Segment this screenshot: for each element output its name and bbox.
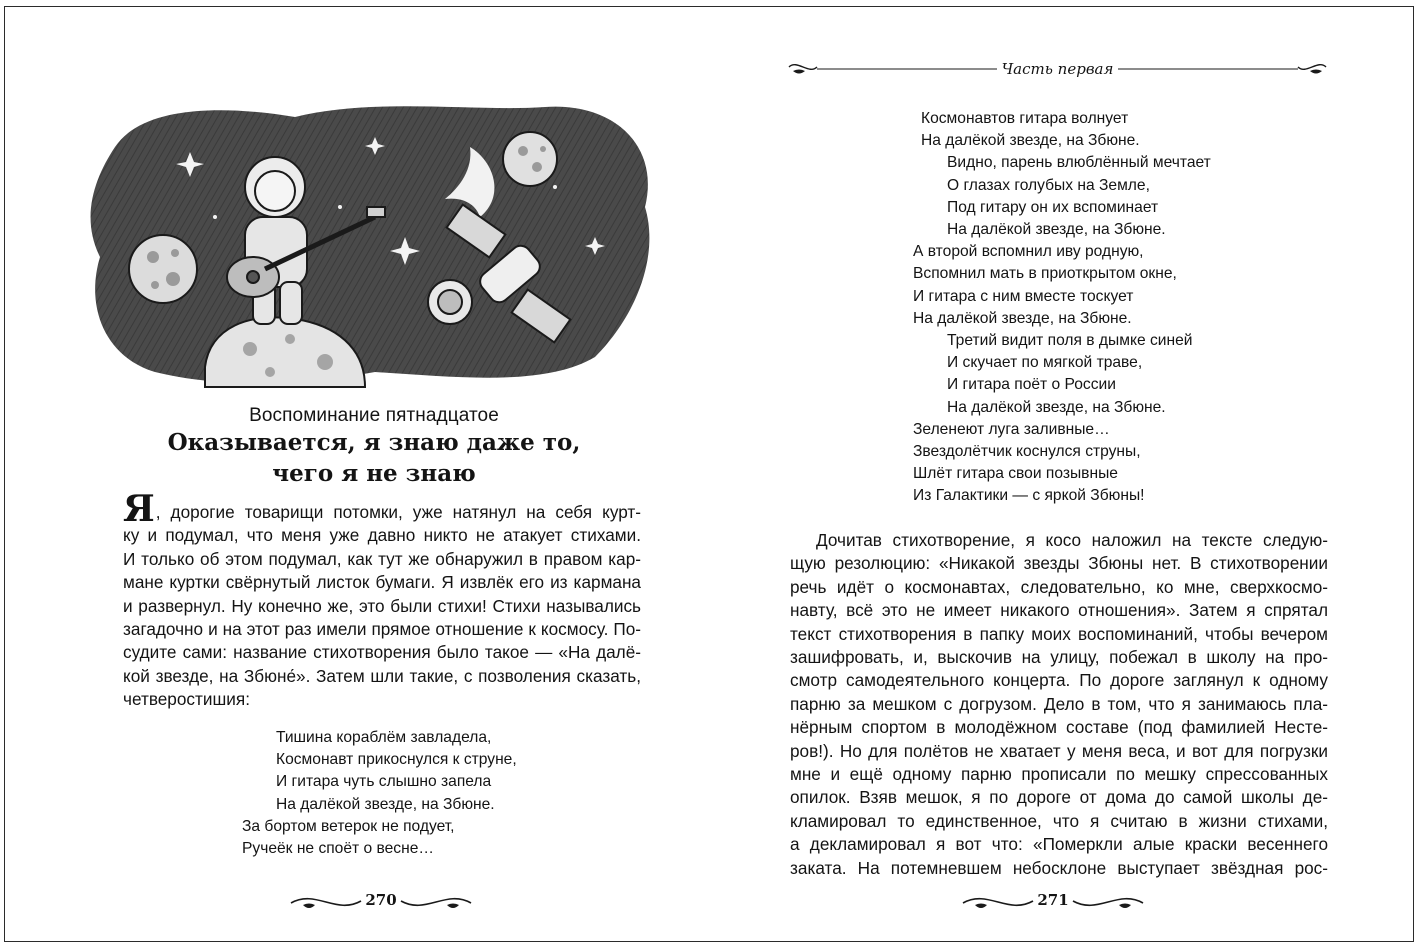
left-page: [5, 7, 710, 941]
text-line: щую резолюцию: «Никакой звезды Збюны нет. В стихотворении: [790, 553, 1328, 574]
poem-line: Шлёт гитара свои позывные: [913, 465, 1118, 483]
poem-line: Третий видит поля в дымке синей: [947, 332, 1193, 350]
running-head-title: Часть первая: [1001, 60, 1114, 78]
page-number-ornament: [281, 885, 481, 917]
text-line: загадочно и на этот раз имели прямое отношение к космосу. По-: [123, 619, 641, 640]
cratered-planet-icon: [503, 132, 557, 186]
poem-line: Тишина кораблём завладела,: [276, 729, 492, 746]
poem-line: А второй вспомнил иву родную,: [913, 243, 1144, 261]
poem-line: И гитара поёт о России: [947, 376, 1116, 394]
text-line: Дочитав стихотворение, я косо наложил на тексте следую-: [816, 530, 1328, 550]
poem-line: Вспомнил мать в приоткрытом окне,: [913, 265, 1177, 283]
poem-line: Звездолётчик коснулся струны,: [913, 443, 1141, 461]
chapter-kicker: Воспоминание пятнадцатое: [249, 405, 499, 426]
text-line: и развернул. Ну конечно же, это были стихи! Стихи назывались: [123, 595, 641, 616]
text-line: И только об этом подумал, как тут же обнаружил в правом кар-: [123, 548, 641, 569]
text-line: судите сами: название стихотворения было такое — «На далё-: [123, 642, 641, 663]
text-line: парню за мешком с догрузом. Дело в том, что я занимаюсь пла-: [790, 693, 1328, 714]
poem-line: На далёкой звезде, на Збюне.: [947, 221, 1166, 239]
poem-line: За бортом ветерок не подует,: [242, 817, 455, 835]
text-line: мане куртки свёрнутый листок бумаги. Я извлёк его из кармана: [123, 572, 641, 593]
book-spread: [4, 6, 1414, 942]
text-line: Я, дорогие товарищи потомки, уже натянул на себя курт-: [123, 488, 641, 530]
page-number-ornament: [953, 885, 1153, 917]
poem-line: На далёкой звезде, на Збюне.: [913, 309, 1132, 327]
text-line: речь идёт о космонавтах, следовательно, ко мне, сверхкосмо-: [790, 576, 1328, 597]
poem-line: На далёкой звезде, на Збюне.: [276, 795, 495, 813]
left-poem: [242, 727, 517, 860]
text-line: навту, всё это не имеет никакого отношения». Затем я спрятал: [790, 600, 1328, 621]
right-poem: [913, 108, 1211, 508]
text-line: а декламировал я вот что: «Померкли алые краски весеннего: [790, 834, 1328, 855]
poem-line: И гитара с ним вместе тоскует: [913, 287, 1134, 305]
text-line: заката. На потемневшем небосклоне выступает звёздная рос-: [790, 857, 1328, 878]
text-line: опилок. Взяв мешок, я по дороге от дома до самой школы де-: [790, 787, 1328, 808]
running-head: [785, 57, 1330, 81]
poem-line: Космонавт прикоснулся к струне,: [276, 751, 517, 769]
left-body-text: [123, 488, 641, 712]
chapter-title-line: чего я не знаю: [272, 460, 476, 487]
text-line: текст стихотворения в папку моих воспоминаний, чтобы вечером: [790, 623, 1328, 644]
poem-line: Из Галактики — с яркой Збюны!: [913, 487, 1145, 505]
poem-line: Под гитару он их вспоминает: [947, 198, 1159, 216]
text-line: ров!). Но для полётов не хватает у меня веса, и вот для погрузки: [790, 740, 1328, 761]
chapter-title-line: Оказывается, я знаю даже то,: [167, 429, 581, 456]
poem-line: Космонавтов гитара волнует: [921, 110, 1129, 127]
text-line: нёрным спортом в молодёжном составе (под фамилией Нестe-: [790, 717, 1328, 738]
text-line: зашифровать, и, выскочив на улицу, побежал в школу на про-: [790, 647, 1328, 668]
poem-line: О глазах голубых на Земле,: [947, 176, 1150, 194]
cratered-planet-icon: [129, 235, 197, 303]
text-line: четверостишия:: [123, 689, 250, 710]
poem-line: Ручеёк не споёт о весне…: [242, 840, 434, 858]
poem-line: Зеленеют луга заливные…: [913, 420, 1110, 438]
poem-line: И скучает по мягкой траве,: [947, 354, 1143, 372]
page-number: 270: [365, 891, 397, 909]
poem-line: На далёкой звезде, на Збюне.: [947, 398, 1166, 416]
text-line: смотр самодеятельного концерта. По дороге заглянул к одному: [790, 670, 1328, 691]
right-body-text: [790, 529, 1328, 880]
drop-cap: Я: [123, 488, 155, 530]
text-line: кой звезде, на Збюне́». Затем шли такие, с позволения сказать,: [123, 665, 641, 686]
chapter-title: [79, 427, 669, 489]
poem-line: И гитара чуть слышно запела: [276, 773, 492, 791]
text-line: кламировал то единственное, что я считаю в жизни стихами,: [790, 810, 1328, 831]
text-line: ку и подумал, что меня уже давно никто не атакует стихами.: [123, 525, 641, 546]
page-number: 271: [1037, 891, 1069, 909]
astronaut-guitar-illustration: [75, 87, 665, 392]
text-line: мне и ещё одному парню прописали по мешку спрессованных: [790, 764, 1328, 785]
poem-line: На далёкой звезде, на Збюне.: [921, 132, 1140, 150]
poem-line: Видно, парень влюблённый мечтает: [947, 154, 1211, 172]
